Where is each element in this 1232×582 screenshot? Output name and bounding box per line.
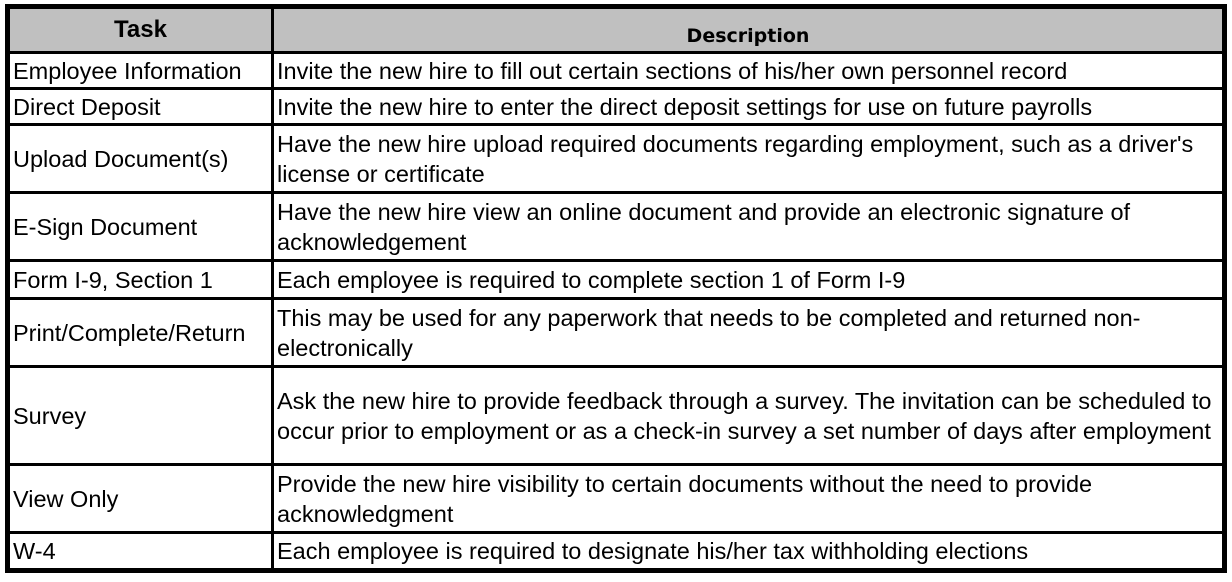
task-cell: Employee Information: [8, 53, 273, 89]
task-cell: W-4: [8, 533, 273, 571]
table-row: [8, 533, 1225, 571]
table-row: [8, 465, 1225, 533]
description-cell: Have the new hire view an online document and provide an electronic signature of acknowledgement: [273, 193, 1225, 261]
task-cell: Form I-9, Section 1: [8, 261, 273, 299]
description-cell: Have the new hire upload required documents regarding employment, such as a driver's license or certificate: [273, 125, 1225, 193]
task-cell: E-Sign Document: [8, 193, 273, 261]
header-description: Description: [273, 7, 1225, 53]
task-cell: Print/Complete/Return: [8, 299, 273, 367]
description-cell: Invite the new hire to enter the direct deposit settings for use on future payrolls: [273, 89, 1225, 125]
table-row: [8, 125, 1225, 193]
table-row: [8, 299, 1225, 367]
description-cell: Invite the new hire to fill out certain sections of his/her own personnel record: [273, 53, 1225, 89]
header-row: [8, 7, 1225, 53]
description-cell: Provide the new hire visibility to certain documents without the need to provide acknowledgment: [273, 465, 1225, 533]
task-cell: Upload Document(s): [8, 125, 273, 193]
task-cell: Direct Deposit: [8, 89, 273, 125]
table-row: [8, 367, 1225, 465]
task-table: [5, 4, 1227, 573]
table-row: [8, 89, 1225, 125]
description-cell: Each employee is required to designate his/her tax withholding elections: [273, 533, 1225, 571]
description-cell: Ask the new hire to provide feedback through a survey. The invitation can be scheduled to occur prior to employment or as a check-in survey a set number of days after employment: [273, 367, 1225, 465]
table-row: [8, 53, 1225, 89]
task-cell: View Only: [8, 465, 273, 533]
task-cell: Survey: [8, 367, 273, 465]
description-cell: This may be used for any paperwork that needs to be completed and returned non-electronically: [273, 299, 1225, 367]
description-cell: Each employee is required to complete section 1 of Form I-9: [273, 261, 1225, 299]
table-row: [8, 193, 1225, 261]
table-row: [8, 261, 1225, 299]
header-task: Task: [8, 7, 273, 53]
